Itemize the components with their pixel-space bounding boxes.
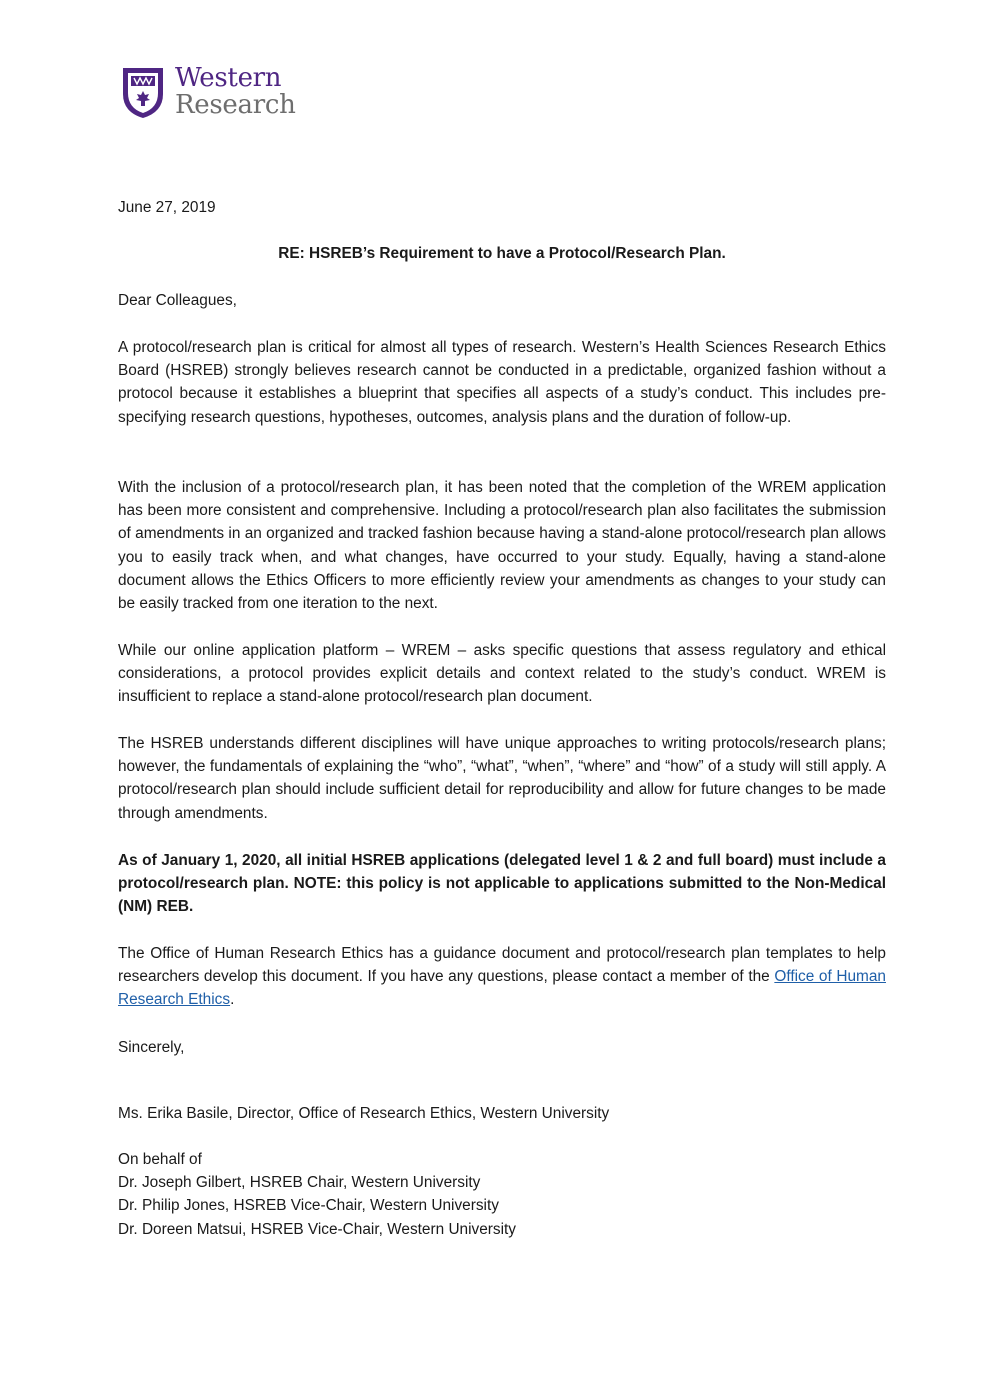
paragraph-online-platform: While our online application platform – WREM – asks specific questions that assess regulatory and ethical considerations, a protocol provides explicit details and context related to the study’s conduct. WREM is insufficient to replace a stand-alone protocol/research plan document. xyxy=(118,642,886,706)
guidance-end: . xyxy=(230,991,235,1009)
behalf-line: Dr. Doreen Matsui, HSREB Vice-Chair, Western University xyxy=(118,1220,517,1238)
letter-signatory: Ms. Erika Basile, Director, Office of Research Ethics, Western University xyxy=(118,1105,610,1122)
paragraph-protocol-importance: A protocol/research plan is critical for almost all types of research. Western’s Health Sciences Research Ethics Board (HSREB) strongly believes research cannot be conducted in a predictable, organized fashion without a protocol because it establishes a blueprint that specifies all aspects of a study’s conduct. This includes pre-specifying research questions, hypotheses, outcomes, analysis plans and the duration of follow-up. xyxy=(118,339,886,426)
letter-salutation: Dear Colleagues, xyxy=(118,292,237,309)
office-of-human-research-ethics-link[interactable]: Office of Human Research Ethics xyxy=(118,968,886,1009)
letter-date: June 27, 2019 xyxy=(118,199,216,216)
paragraph-disciplines: The HSREB understands different disciplines will have unique approaches to writing protocols/research plans; however, the fundamentals of explaining the “who”, “what”, “when”, “where” and “how” of a study will still apply. A protocol/research plan should include sufficient detail for reproducibility and allow for future changes to be made through amendments. xyxy=(118,735,886,822)
on-behalf-label: On behalf of xyxy=(118,1151,202,1168)
western-research-logo xyxy=(121,62,296,122)
letter-subject: RE: HSREB’s Requirement to have a Protocol/Research Plan. xyxy=(278,245,726,262)
paragraph-policy-notice: As of January 1, 2020, all initial HSREB applications (delegated level 1 & 2 and full board) must include a protocol/research plan. NOTE: this policy is not applicable to applications submitted to the Non-Medical (NM) REB. xyxy=(118,852,886,916)
paragraph-wrem-completion: With the inclusion of a protocol/research plan, it has been noted that the completion of the WREM application has been more consistent and comprehensive. Including a protocol/research plan also facilitates the submission of amendments in an organized and tracked fashion because having a stand-alone protocol/research plan allows you to easily track when, and what changes, have occurred to your study. Equally, having a stand-alone document allows the Ethics Officers to more efficiently review your amendments as changes to your study can be easily tracked from one iteration to the next. xyxy=(118,479,886,613)
paragraph-guidance xyxy=(118,942,886,1012)
on-behalf-block xyxy=(118,1148,886,1241)
behalf-line: Dr. Joseph Gilbert, HSREB Chair, Western University xyxy=(118,1174,481,1192)
shield-crest-icon xyxy=(121,64,165,120)
letter-closing: Sincerely, xyxy=(118,1039,185,1056)
guidance-text: The Office of Human Research Ethics has a guidance document and protocol/research plan templates to help researchers develop this document. If you have any questions, please contact a member of the xyxy=(118,945,886,986)
logo-line-western: Western xyxy=(175,63,282,93)
logo-line-research: Research xyxy=(175,90,296,120)
behalf-line: Dr. Philip Jones, HSREB Vice-Chair, Western University xyxy=(118,1197,499,1215)
